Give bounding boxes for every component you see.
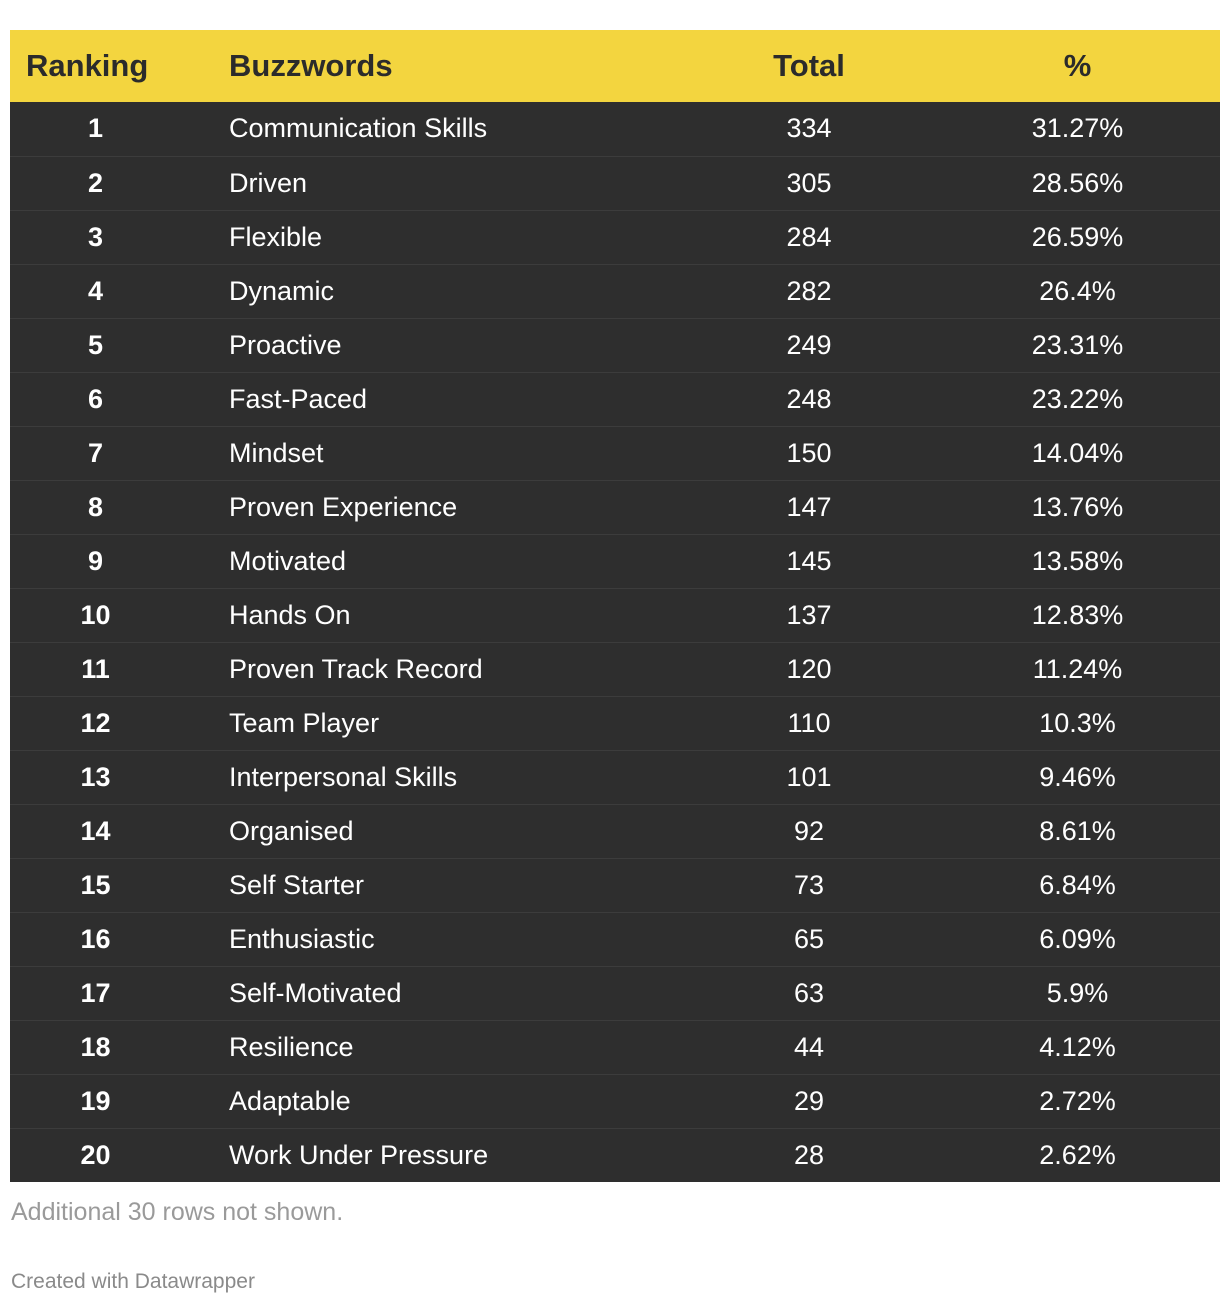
column-header-ranking[interactable]: Ranking [26,48,149,83]
rank-cell: 5 [10,318,229,372]
buzzword-cell: Interpersonal Skills [229,750,689,804]
rank-cell: 6 [10,372,229,426]
percent-cell: 13.58% [929,534,1220,588]
total-cell: 120 [689,642,929,696]
percent-cell: 2.72% [929,1074,1220,1128]
table-row [10,966,1220,1020]
buzzword-cell: Team Player [229,696,689,750]
total-cell: 284 [689,210,929,264]
rank-cell: 2 [10,156,229,210]
total-cell: 334 [786,113,832,144]
table-header [10,30,1220,102]
total-cell: 73 [689,858,929,912]
percent-cell: 13.76% [929,480,1220,534]
table-row [10,1074,1220,1128]
table-row [10,912,1220,966]
rank-cell: 10 [10,588,229,642]
total-cell: 150 [689,426,929,480]
rank-cell: 4 [10,264,229,318]
table-row [10,480,1220,534]
buzzword-cell: Adaptable [229,1074,689,1128]
percent-cell: 26.59% [929,210,1220,264]
buzzword-cell: Proactive [229,318,689,372]
total-cell: 137 [689,588,929,642]
rank-cell: 20 [10,1128,229,1182]
table-row [10,426,1220,480]
table-row [10,1020,1220,1074]
table-row [10,372,1220,426]
percent-cell: 23.22% [929,372,1220,426]
total-cell: 249 [689,318,929,372]
rank-cell: 7 [10,426,229,480]
rows-not-shown-note: Additional 30 rows not shown. [11,1198,344,1226]
total-cell: 147 [689,480,929,534]
total-cell: 101 [689,750,929,804]
buzzword-cell: Self Starter [229,858,689,912]
percent-cell: 9.46% [929,750,1220,804]
buzzword-cell: Organised [229,804,689,858]
percent-cell: 4.12% [929,1020,1220,1074]
buzzword-cell: Mindset [229,426,689,480]
total-cell: 65 [689,912,929,966]
rank-cell: 15 [10,858,229,912]
percent-cell: 28.56% [929,156,1220,210]
total-cell: 110 [689,696,929,750]
buzzword-cell: Proven Experience [229,480,689,534]
buzzword-table [10,30,1220,1182]
rank-cell: 1 [87,113,104,144]
table-row [10,210,1220,264]
percent-cell: 8.61% [929,804,1220,858]
table-row [10,750,1220,804]
buzzword-cell: Resilience [229,1020,689,1074]
percent-cell: 26.4% [929,264,1220,318]
table-row [10,534,1220,588]
table-row [10,858,1220,912]
rank-cell: 13 [10,750,229,804]
table-row [10,102,1220,156]
rank-cell: 12 [10,696,229,750]
percent-cell: 5.9% [929,966,1220,1020]
table-row [10,156,1220,210]
total-cell: 92 [689,804,929,858]
table-row [10,1128,1220,1182]
column-header-total[interactable]: Total [773,48,845,83]
buzzword-cell: Fast-Paced [229,372,689,426]
buzzword-cell: Enthusiastic [229,912,689,966]
buzzword-table-container [10,30,1210,1182]
table-row [10,588,1220,642]
buzzword-cell: Dynamic [229,264,689,318]
percent-cell: 10.3% [929,696,1220,750]
table-row [10,696,1220,750]
buzzword-cell: Motivated [229,534,689,588]
rank-cell: 19 [10,1074,229,1128]
total-cell: 28 [689,1128,929,1182]
table-body [10,102,1220,1182]
rank-cell: 17 [10,966,229,1020]
percent-cell: 23.31% [929,318,1220,372]
header-row [10,30,1220,102]
percent-cell: 11.24% [929,642,1220,696]
rank-cell: 9 [10,534,229,588]
buzzword-cell: Self-Motivated [229,966,689,1020]
table-row [10,318,1220,372]
total-cell: 44 [689,1020,929,1074]
column-header-buzzwords[interactable]: Buzzwords [229,48,393,83]
total-cell: 63 [689,966,929,1020]
table-row [10,264,1220,318]
rank-cell: 3 [10,210,229,264]
total-cell: 305 [689,156,929,210]
total-cell: 145 [689,534,929,588]
buzzword-cell: Driven [229,156,689,210]
datawrapper-credit: Created with Datawrapper [11,1270,255,1293]
rank-cell: 18 [10,1020,229,1074]
total-cell: 29 [689,1074,929,1128]
table-row [10,642,1220,696]
rank-cell: 16 [10,912,229,966]
buzzword-cell: Proven Track Record [229,642,689,696]
percent-cell: 6.84% [929,858,1220,912]
buzzword-cell: Work Under Pressure [229,1128,689,1182]
total-cell: 282 [689,264,929,318]
rank-cell: 14 [10,804,229,858]
buzzword-cell: Flexible [229,210,689,264]
rank-cell: 8 [10,480,229,534]
buzzword-cell: Communication Skills [229,113,488,144]
percent-cell: 6.09% [929,912,1220,966]
column-header-percent[interactable]: % [1063,48,1092,83]
buzzword-cell: Hands On [229,588,689,642]
percent-cell: 12.83% [929,588,1220,642]
table-row [10,804,1220,858]
percent-cell: 31.27% [1031,113,1124,144]
total-cell: 248 [689,372,929,426]
percent-cell: 14.04% [929,426,1220,480]
rank-cell: 11 [10,642,229,696]
percent-cell: 2.62% [929,1128,1220,1182]
